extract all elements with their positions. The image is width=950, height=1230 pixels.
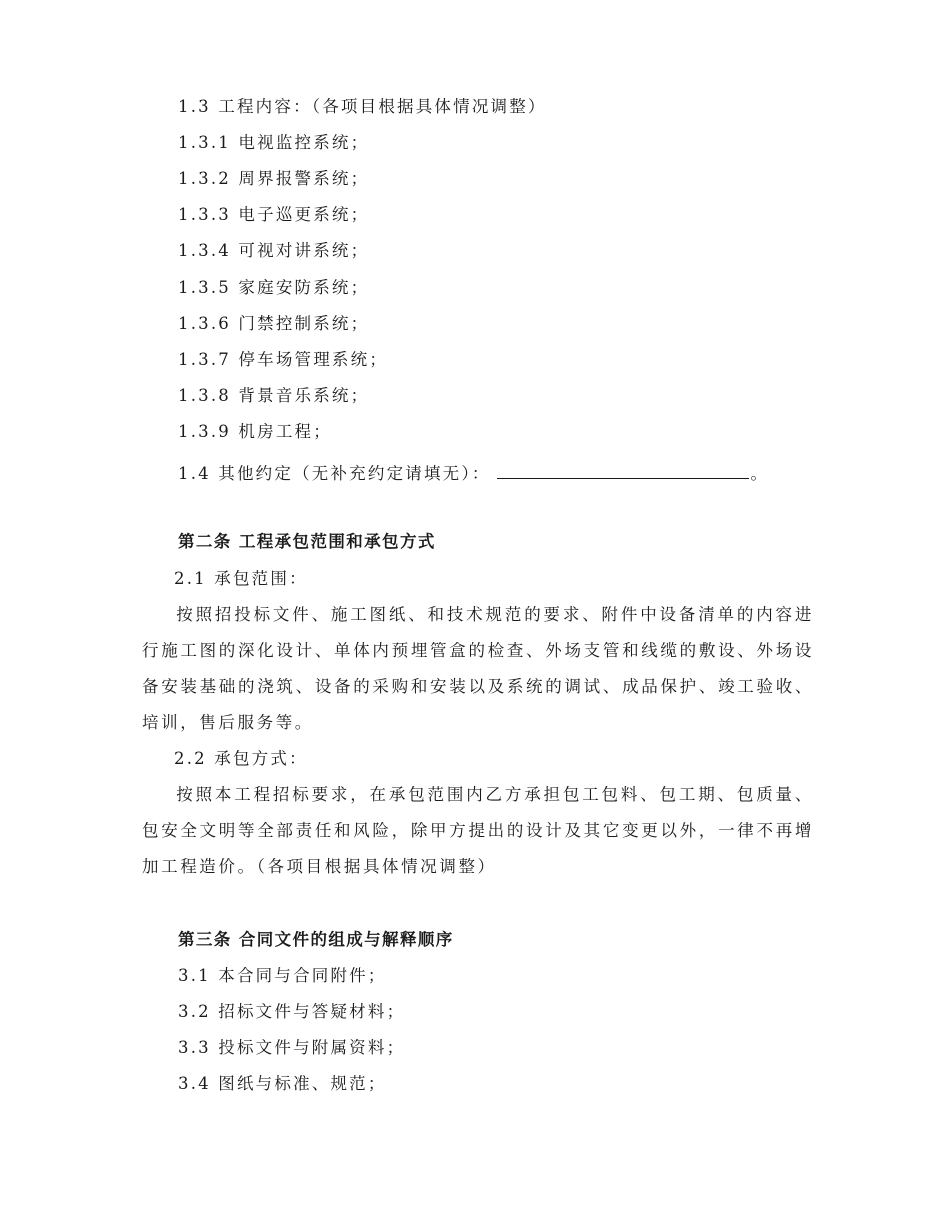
paragraph-2-1-text: 按照招投标文件、施工图纸、和技术规范的要求、附件中设备清单的内容进行施工图的深化设计、单体内预埋管盒的检查、外场支管和线缆的敷设、外场设备安装基础的浇筑、设备的采购和安装以及系统的调试、成品保护、竣工验收、培训，售后服务等。: [142, 605, 814, 732]
item-1-4-label: 1.4 其他约定（无补充约定请填无）：: [178, 464, 491, 483]
subitem-1-3-8: 1.3.8 背景音乐系统；: [178, 386, 370, 405]
item-2-2: 2.2 承包方式：: [174, 749, 308, 768]
subitem-1-3-6: 1.3.6 门禁控制系统；: [178, 314, 370, 333]
subitem-1-3-7: 1.3.7 停车场管理系统；: [178, 350, 389, 369]
paragraph-2-2-text: 按照本工程招标要求，在承包范围内乙方承担包工包料、包工期、包质量、包安全文明等全部责任和风险，除甲方提出的设计及其它变更以外，一律不再增加工程造价。（各项目根据具体情况调整）: [142, 785, 814, 876]
subitem-1-3-1: 1.3.1 电视监控系统；: [178, 133, 370, 152]
paragraph-2-2: [142, 777, 814, 885]
item-1-4-end: 。: [750, 464, 770, 483]
item-1-4: [178, 462, 769, 483]
subitem-1-3-9: 1.3.9 机房工程；: [178, 422, 332, 441]
section-2-heading: 第二条 工程承包范围和承包方式: [178, 532, 436, 551]
fill-in-blank[interactable]: [497, 462, 749, 479]
subitem-1-3-2: 1.3.2 周界报警系统；: [178, 169, 370, 188]
item-3-1: 3.1 本合同与合同附件；: [178, 966, 387, 985]
item-3-3: 3.3 投标文件与附属资料；: [178, 1038, 406, 1057]
paragraph-2-1: [142, 597, 814, 741]
item-3-4: 3.4 图纸与标准、规范；: [178, 1074, 387, 1093]
subitem-1-3-5: 1.3.5 家庭安防系统；: [178, 278, 370, 297]
section-3-heading: 第三条 合同文件的组成与解释顺序: [178, 930, 454, 949]
subitem-1-3-4: 1.3.4 可视对讲系统；: [178, 241, 370, 260]
item-1-3: 1.3 工程内容：（各项目根据具体情况调整）: [178, 97, 547, 116]
item-3-2: 3.2 招标文件与答疑材料；: [178, 1002, 406, 1021]
item-2-1: 2.1 承包范围：: [174, 569, 308, 588]
subitem-1-3-3: 1.3.3 电子巡更系统；: [178, 205, 370, 224]
